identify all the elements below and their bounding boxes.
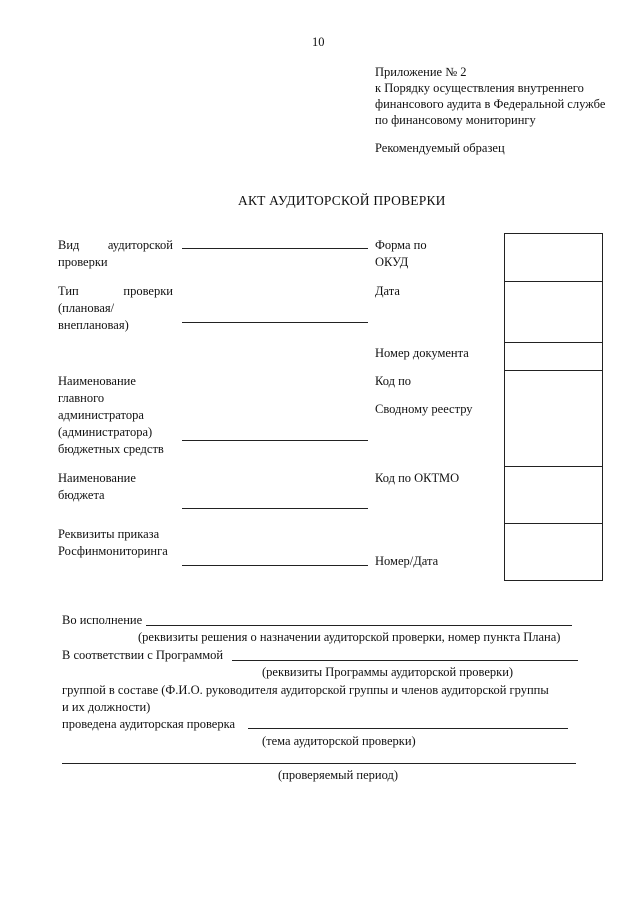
execution-caption: (реквизиты решения о назначении аудиторской проверки, номер пункта Плана) [138,630,561,644]
admin-field[interactable] [182,440,368,441]
date-label: Дата [375,284,400,298]
oktmo-box-divider [504,523,602,524]
admin-label-line-1: Наименование [58,374,136,388]
execution-field[interactable] [146,625,572,626]
admin-label-line-3: администратора [58,408,144,422]
budget-field[interactable] [182,508,368,509]
execution-label: Во исполнение [62,613,143,627]
check-type-label [58,283,173,300]
okud-box-divider [504,281,602,282]
check-type-field[interactable] [182,322,368,323]
conducted-field[interactable] [248,728,568,729]
audit-type-label-line-2: проверки [58,255,108,269]
admin-label-line-2: главного [58,391,105,405]
order-label-line-2: Росфинмониторинга [58,544,168,558]
order-field[interactable] [182,565,368,566]
oktmo-label: Код по ОКТМО [375,471,460,485]
admin-label-line-4: (администратора) [58,425,153,439]
document-title: АКТ АУДИТОРСКОЙ ПРОВЕРКИ [238,193,446,208]
registry-label-line-2: Сводному реестру [375,402,473,416]
appendix-line-1: Приложение № 2 [375,65,467,79]
period-field[interactable] [62,763,576,764]
check-type-word-2: проверки [123,284,173,298]
program-field[interactable] [232,660,578,661]
order-label-line-1: Реквизиты приказа [58,527,160,541]
date-box-divider [504,342,602,343]
appendix-line-2: к Порядку осуществления внутреннего [375,81,584,95]
appendix-line-4: по финансовому мониторингу [375,113,536,127]
period-caption: (проверяемый период) [278,768,398,782]
audit-type-word-1: Вид [58,238,80,252]
audit-type-field[interactable] [182,248,368,249]
program-label: В соответствии с Программой [62,648,224,662]
okud-label-line-2: ОКУД [375,255,409,269]
appendix-line-3: финансового аудита в Федеральной службе [375,97,606,111]
admin-label-line-5: бюджетных средств [58,442,164,456]
conducted-label: проведена аудиторская проверка [62,717,235,731]
program-caption: (реквизиты Программы аудиторской проверки) [262,665,514,679]
check-type-label-line-3: внеплановая) [58,318,129,332]
budget-label-line-1: Наименование [58,471,136,485]
group-line-2: и их должности) [62,700,151,714]
codes-box [504,233,603,581]
doc-number-label: Номер документа [375,346,469,360]
topic-caption: (тема аудиторской проверки) [262,734,416,748]
page-number: 10 [312,35,325,49]
number-date-label: Номер/Дата [375,554,439,568]
registry-box-divider [504,466,602,467]
budget-label-line-2: бюджета [58,488,105,502]
registry-label-line-1: Код по [375,374,412,388]
audit-type-word-2: аудиторской [107,238,173,252]
doc-number-box-divider [504,370,602,371]
recommended-sample: Рекомендуемый образец [375,141,505,155]
audit-type-label [58,237,173,254]
okud-label-line-1: Форма по [375,238,427,252]
check-type-word-1: Тип [58,284,79,298]
group-line-1: группой в составе (Ф.И.О. руководителя аудиторской группы и членов аудиторской группы [62,683,549,697]
check-type-label-line-2: (плановая/ [58,301,115,315]
